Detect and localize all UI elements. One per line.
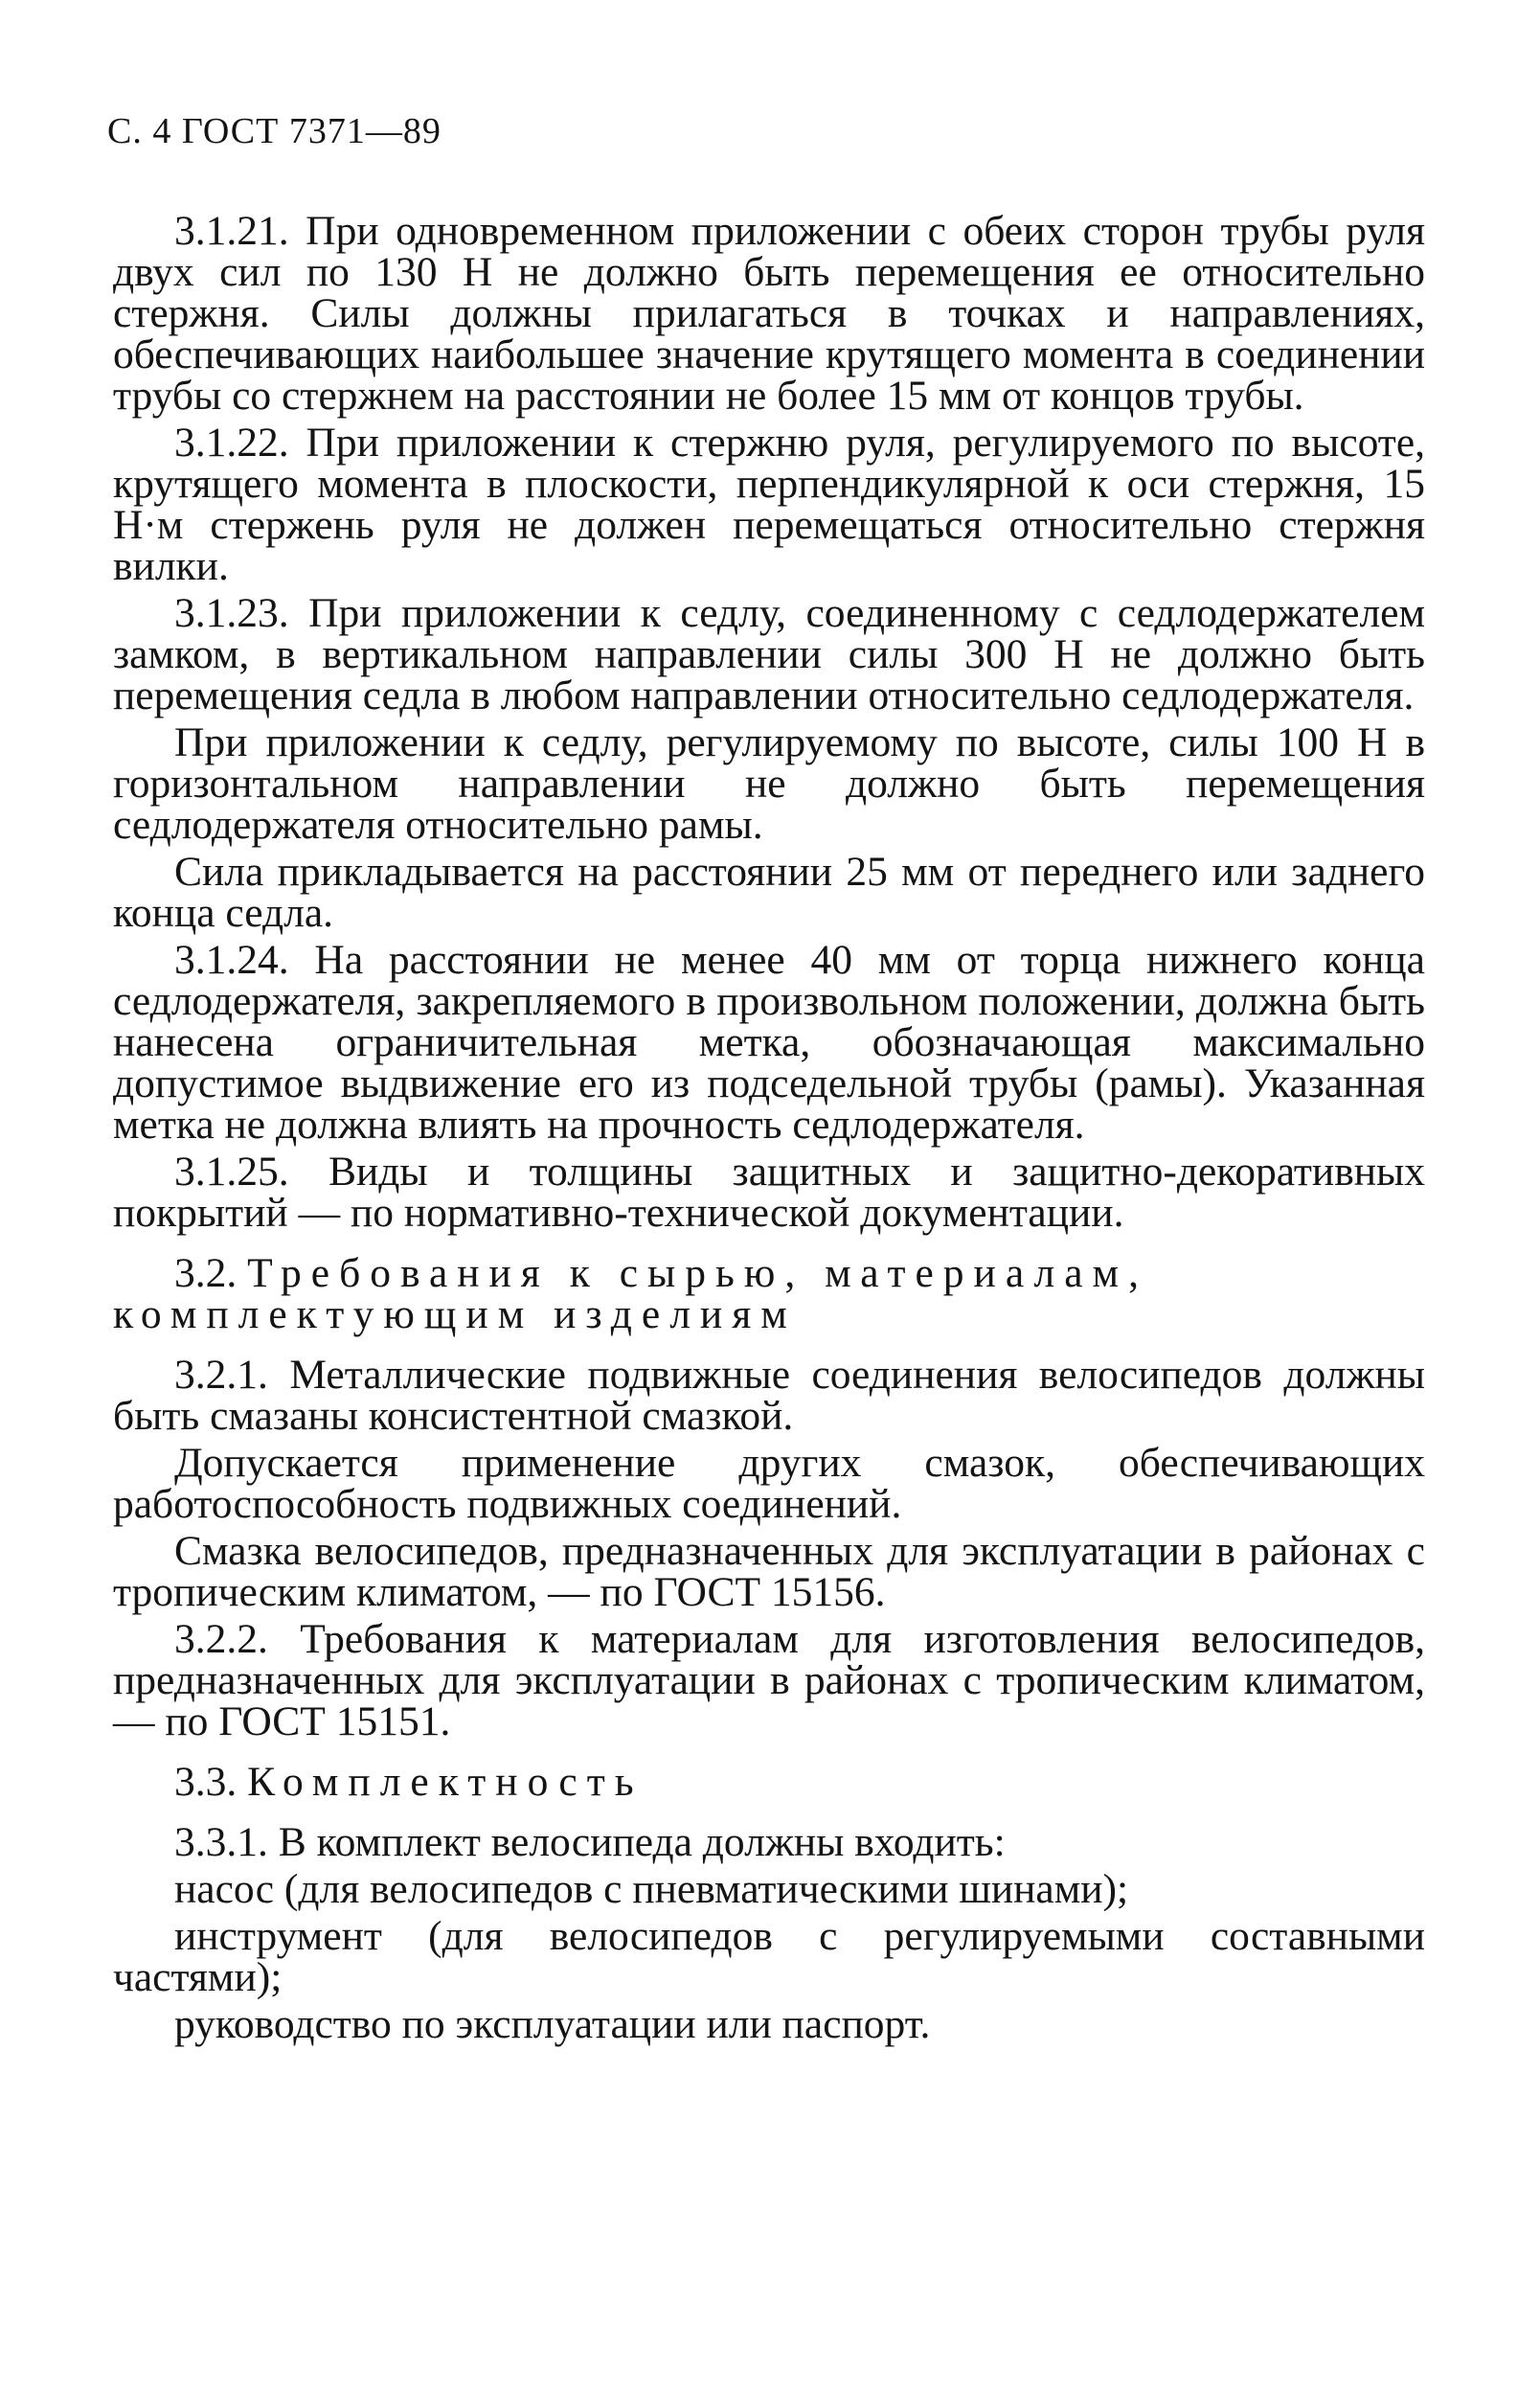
list-item-tools: инструмент (для велосипедов с регулируемыми составными частями); (113, 1913, 1425, 2000)
clause-3-2-1-paragraph-2: Допускается применение других смазок, обеспечивающих работоспособность подвижных соединений. (113, 1440, 1425, 1527)
clause-3-2-1: 3.2.1. Металлические подвижные соединения велосипедов должны быть смазаны консистентной смазкой. (113, 1352, 1425, 1439)
clause-3-1-23-paragraph-3: Сила прикладывается на расстоянии 25 мм от переднего или заднего конца седла. (113, 849, 1425, 936)
clause-3-2-2: 3.2.2. Требования к материалам для изготовления велосипедов, предназначенных для эксплуатации в районах с тропическим климатом, — по ГОСТ 15151. (113, 1616, 1425, 1744)
clause-3-1-23: 3.1.23. При приложении к седлу, соединенному с седлодержателем замком, в вертикальном направлении силы 300 Н не должно быть перемещения седла в любом направлении относительно седлодержателя. (113, 590, 1425, 718)
clause-3-2-1-paragraph-3: Смазка велосипедов, предназначенных для эксплуатации в районах с тропическим климатом, — по ГОСТ 15156. (113, 1528, 1425, 1615)
list-item-pump: насос (для велосипедов с пневматическими шинами); (174, 1866, 1129, 1912)
section-3-3-number: 3.3. (174, 1759, 238, 1805)
section-3-3-title: Комплектность (247, 1759, 644, 1805)
clause-3-1-24: 3.1.24. На расстоянии не менее 40 мм от торца нижнего конца седлодержателя, закрепляемого в произвольном положении, должна быть нанесена ограничительная метка, обозначающая максимально допустимое выдвижение его из подседельной трубы (рамы). Указанная метка не должна влиять на прочность седлодержателя. (113, 937, 1425, 1148)
page-header: С. 4 ГОСТ 7371—89 (107, 111, 442, 151)
clause-3-3-1: 3.3.1. В комплект велосипеда должны входить: (174, 1819, 1006, 1865)
section-3-2-title: Требования к сырью, материалам, комплектующим изделиям (113, 1250, 1148, 1337)
clause-3-1-22: 3.1.22. При приложении к стержню руля, регулируемого по высоте, крутящего момента в плоскости, перпендикулярной к оси стержня, 15 Н·м стержень руля не должен перемещаться относительно стержня вилки. (113, 420, 1425, 589)
section-3-2-heading (113, 1250, 1425, 1337)
list-item-manual: руководство по эксплуатации или паспорт. (174, 2001, 931, 2047)
clause-3-1-23-paragraph-2: При приложении к седлу, регулируемому по высоте, силы 100 Н в горизонтальном направлении не должно быть перемещения седлодержателя относительно рамы. (113, 719, 1425, 848)
section-3-2-number: 3.2. (174, 1250, 238, 1296)
section-3-3-heading (113, 1759, 1425, 1805)
clause-3-1-25: 3.1.25. Виды и толщины защитных и защитно-декоративных покрытий — по нормативно-технической документации. (113, 1149, 1425, 1236)
clause-3-1-21: 3.1.21. При одновременном приложении с обеих сторон трубы руля двух сил по 130 Н не должно быть перемещения ее относительно стержня. Силы должны прилагаться в точках и направлениях, обеспечивающих наибольшее значение крутящего момента в соединении трубы со стержнем на расстоянии не более 15 мм от концов трубы. (113, 208, 1425, 419)
document-body (113, 208, 1425, 2051)
